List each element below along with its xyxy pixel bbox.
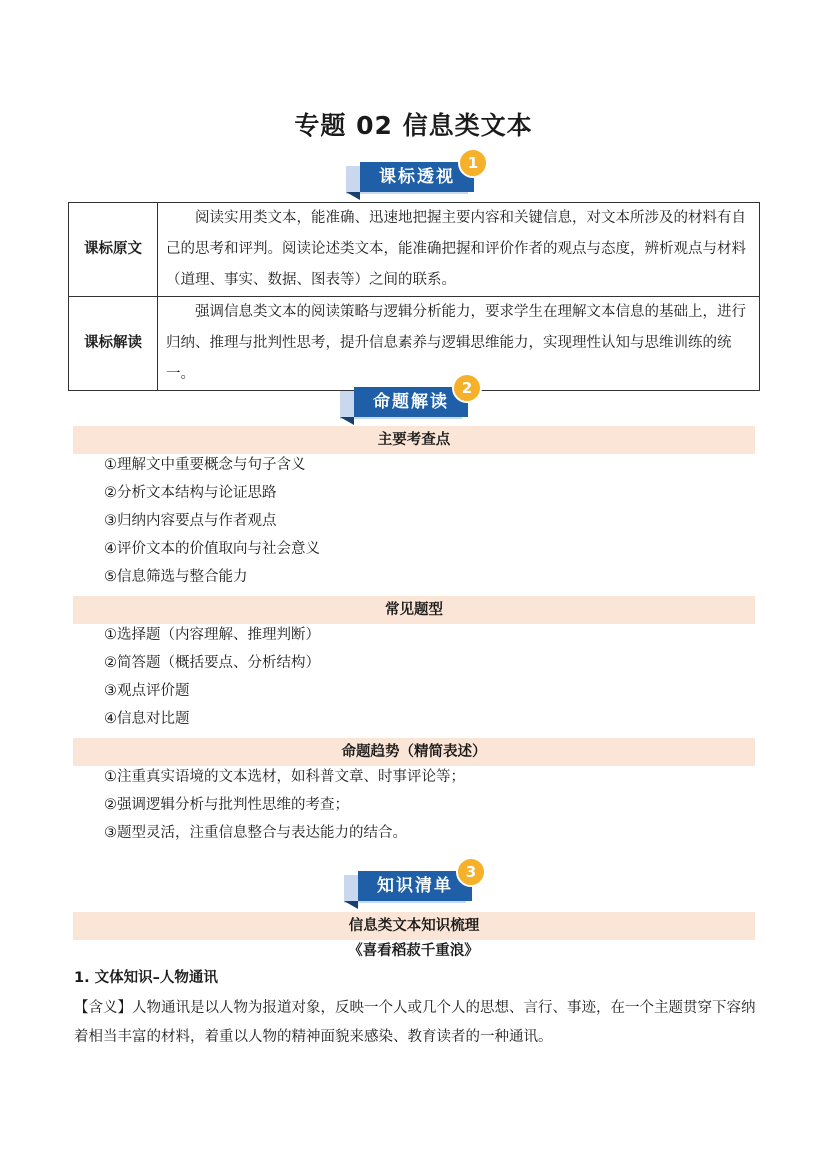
list-item: ④信息对比题 — [104, 711, 190, 727]
list-item: ③归纳内容要点与作者观点 — [104, 513, 277, 529]
list-item: ①理解文中重要概念与句子含义 — [104, 457, 306, 473]
list-item: ④评价文本的价值取向与社会意义 — [104, 541, 320, 557]
list-item: ②强调逻辑分析与批判性思维的考查； — [104, 797, 349, 813]
definition-text: 人物通讯是以人物为报道对象，反映一个人或几个人的思想、言行、事迹，在一个主题贯穿下容纳着相当丰富的材料，着重以人物的精神面貌来感染、教育读者的一种通讯。 — [74, 1000, 756, 1045]
list-item: ⑤信息筛选与整合能力 — [104, 569, 248, 585]
band-points-title: 主要考查点 — [73, 426, 755, 454]
row-content: 阅读实用类文本，能准确、迅速地把握主要内容和关键信息，对文本所涉及的材料有自己的思考和评判。阅读论述类文本，能准确把握和评价作者的观点与态度，辨析观点与材料（道理、事实、数据、图表等）之间的联系。 — [158, 203, 760, 297]
table-row — [69, 297, 760, 391]
section-label: 知识清单 — [358, 871, 472, 901]
section-label: 命题解读 — [354, 387, 468, 417]
band-trends-title: 命题趋势（精简表述） — [73, 738, 755, 766]
list-item: ②简答题（概括要点、分析结构） — [104, 655, 320, 671]
list-item: ③观点评价题 — [104, 683, 190, 699]
sub-heading: 1. 文体知识–人物通讯 — [74, 970, 218, 986]
section-label: 课标透视 — [360, 162, 474, 192]
page-title: 专题 02 信息类文本 — [294, 111, 533, 140]
section-badge-1 — [346, 156, 496, 206]
row-header: 课标原文 — [69, 203, 158, 297]
table-row — [69, 203, 760, 297]
row-content: 强调信息类文本的阅读策略与逻辑分析能力，要求学生在理解文本信息的基础上，进行归纳、推理与批判性思考，提升信息素养与逻辑思维能力，实现理性认知与思维训练的统一。 — [158, 297, 760, 391]
text-title: 《喜看稻菽千重浪》 — [348, 943, 479, 959]
section-number-icon: 3 — [456, 857, 486, 887]
section-number-icon: 2 — [452, 373, 482, 403]
definition-paragraph — [74, 994, 758, 1052]
band-knowledge-title: 信息类文本知识梳理 — [73, 912, 755, 940]
list-item: ①选择题（内容理解、推理判断） — [104, 627, 320, 643]
section-number-icon: 1 — [458, 148, 488, 178]
row-header: 课标解读 — [69, 297, 158, 391]
standards-table — [68, 202, 760, 391]
definition-label: 【含义】 — [74, 1000, 132, 1016]
band-types-title: 常见题型 — [73, 596, 755, 624]
list-item: ②分析文本结构与论证思路 — [104, 485, 277, 501]
section-badge-2 — [340, 381, 490, 431]
list-item: ①注重真实语境的文本选材，如科普文章、时事评论等； — [104, 769, 465, 785]
section-badge-3 — [344, 865, 494, 915]
list-item: ③题型灵活，注重信息整合与表达能力的结合。 — [104, 825, 407, 841]
